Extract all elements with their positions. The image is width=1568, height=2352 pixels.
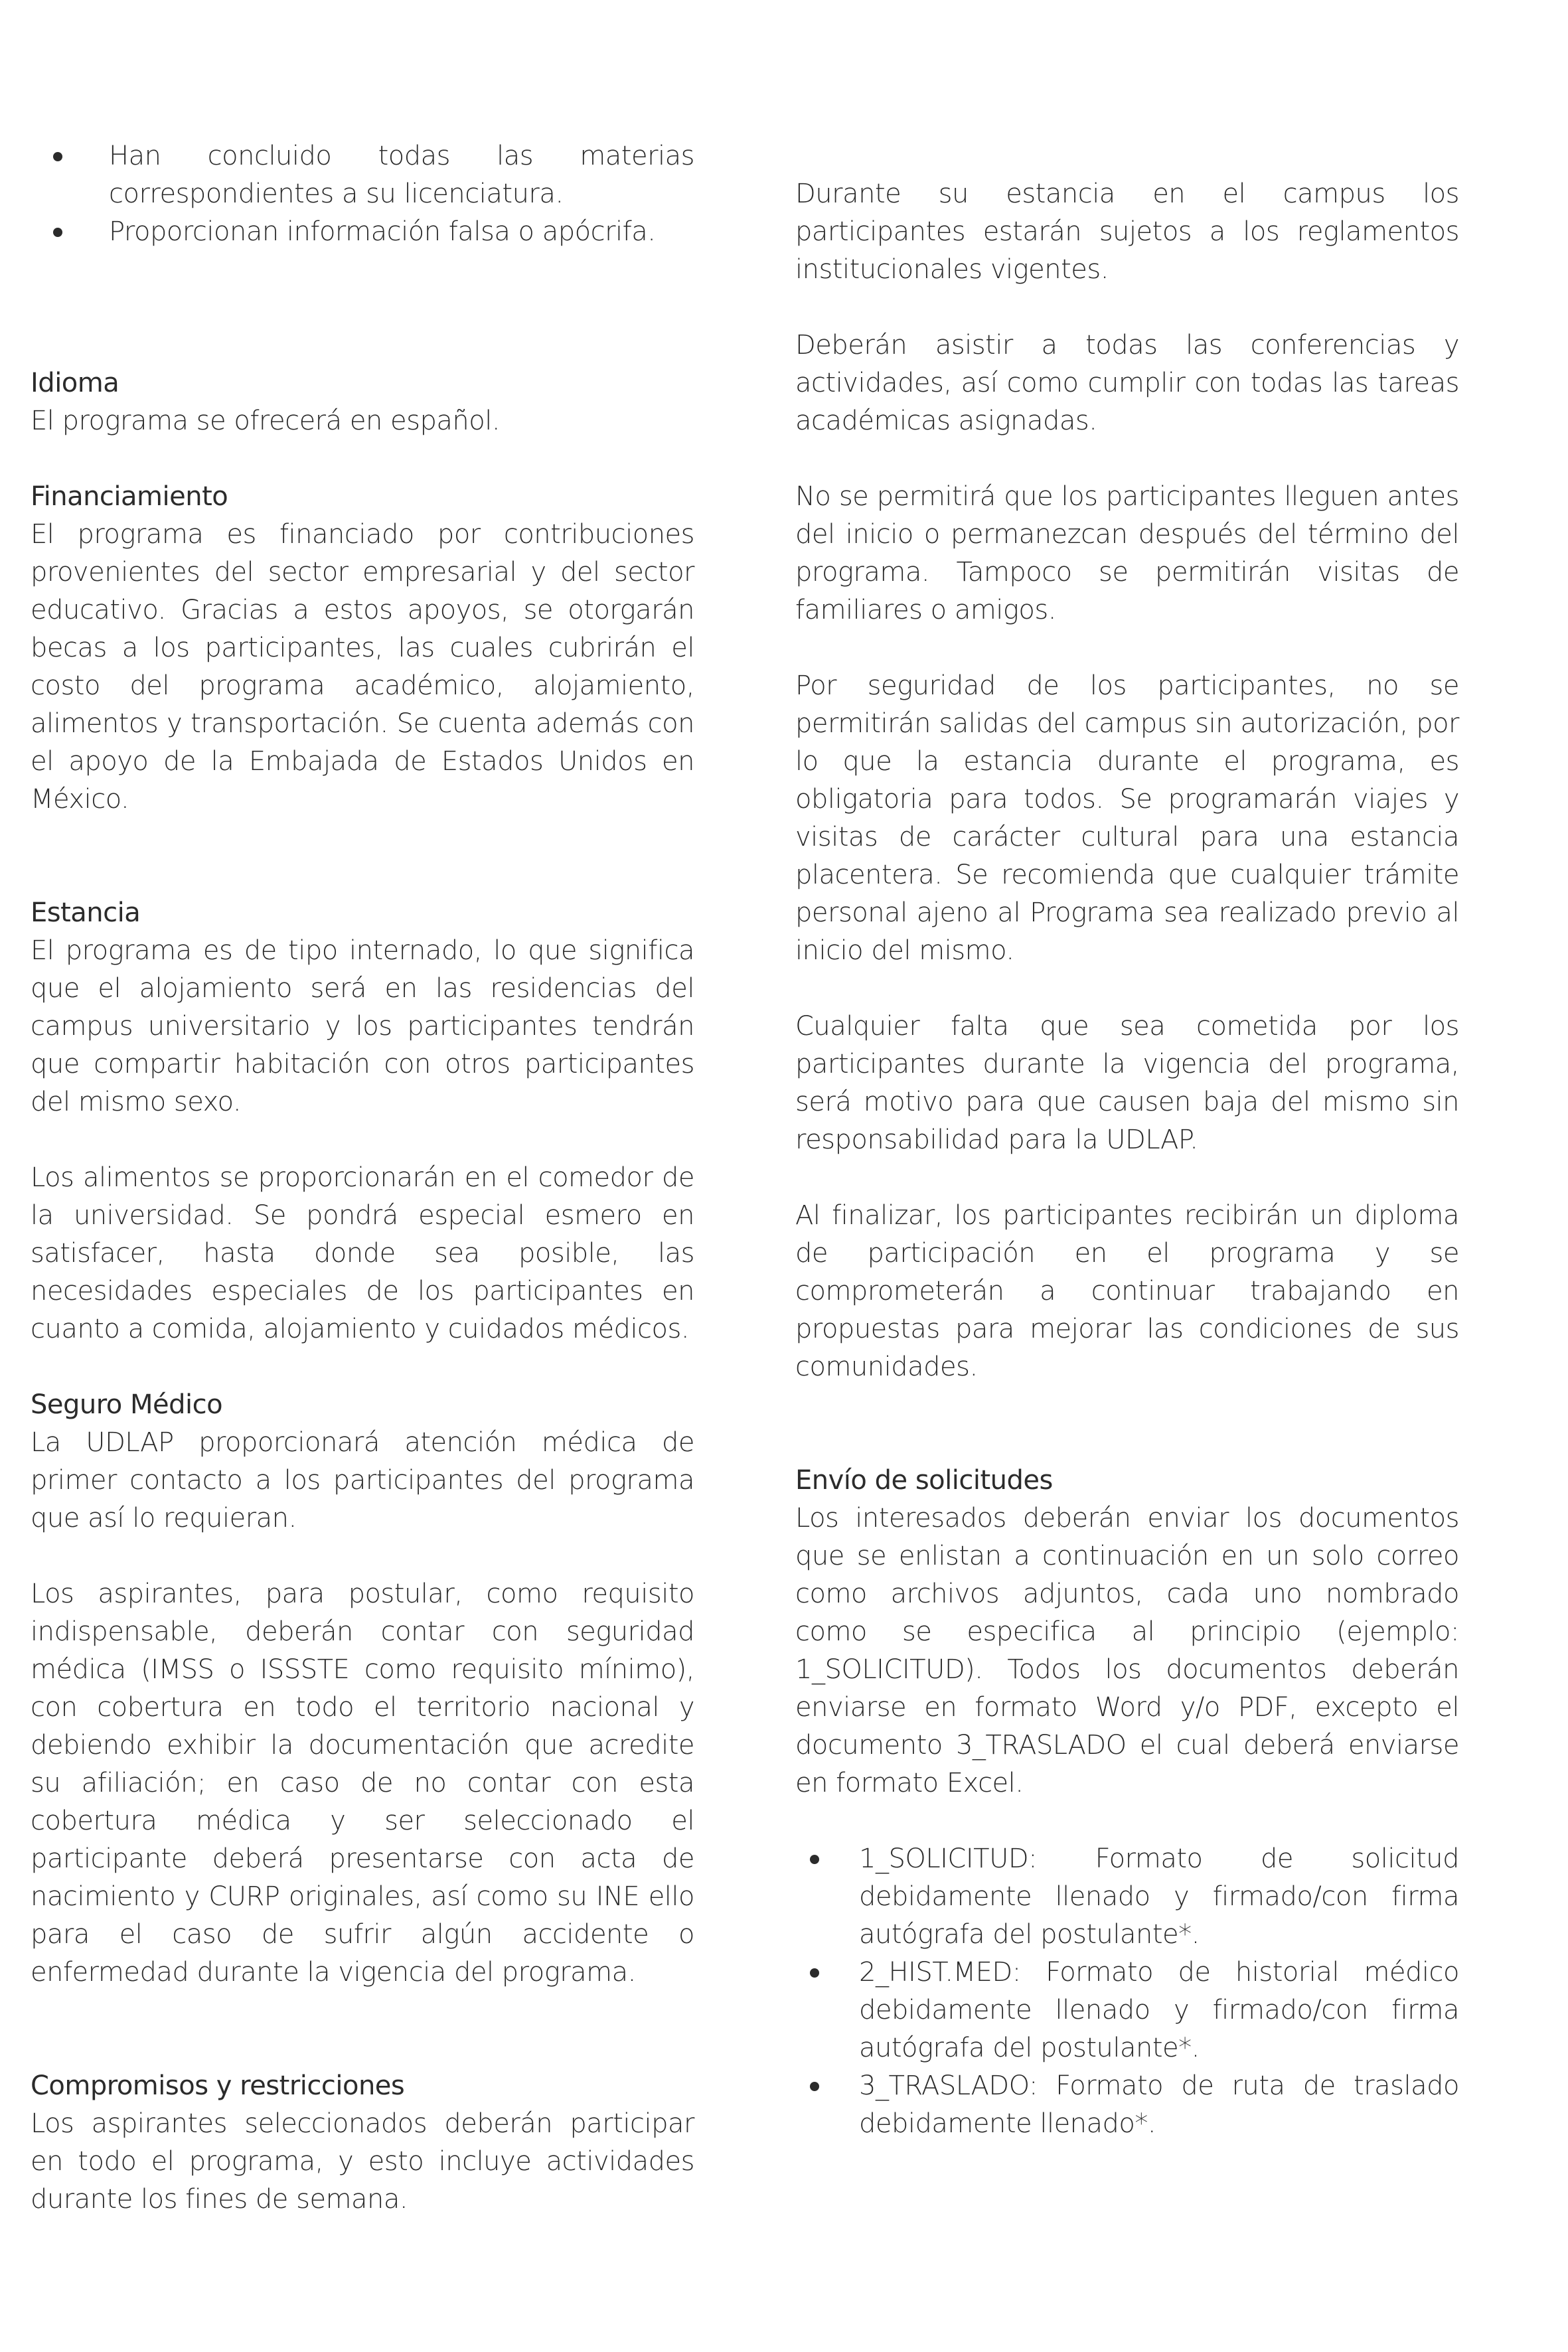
paragraph-financiamiento: El programa es financiado por contribuciones provenientes del sector empresarial y del sector educativo. Gracias a estos apoyos, se otorgarán becas a los participantes, las cuales cubrirán el costo del programa académico, alojamiento, alimentos y transportación. Se cuenta además con el apoyo de la Embajada de Estados Unidos en México. [31, 519, 694, 815]
section-heading-compromisos: Compromisos y restricciones [31, 2071, 405, 2101]
section-heading-seguro-medico: Seguro Médico [31, 1389, 223, 1420]
list-item-text: 1_SOLICITUD: Formato de solicitud debidamente llenado y firmado/con firma autógrafa del postulante*. [859, 1843, 1459, 1950]
list-item [31, 213, 694, 251]
bullet-icon [810, 1855, 819, 1864]
bullet-icon [53, 228, 62, 237]
paragraph-estancia-1: El programa es de tipo internado, lo que significa que el alojamiento será en las residencias del campus universitario y los participantes tendrán que compartir habitación con otros participantes del mismo sexo. [31, 935, 694, 1117]
paragraph-reglamentos: Durante su estancia en el campus los participantes estarán sujetos a los reglamentos institucionales vigentes. [795, 179, 1459, 285]
intro-bullet-list [31, 137, 694, 251]
right-column [795, 175, 1459, 2143]
paragraph-seguro-1: La UDLAP proporcionará atención médica de primer contacto a los participantes del programa que así lo requieran. [31, 1427, 694, 1533]
paragraph-seguridad: Por seguridad de los participantes, no se permitirán salidas del campus sin autorización, por lo que la estancia durante el programa, es obligatoria para todos. Se programarán viajes y visitas de carácter cultural para una estancia placentera. Se recomienda que cualquier trámite personal ajeno al Programa sea realizado previo al inicio del mismo. [795, 670, 1459, 966]
paragraph-estancia-2: Los alimentos se proporcionarán en el comedor de la universidad. Se pondrá especial esmero en satisfacer, hasta donde sea posible, las necesidades especiales de los participantes en cuanto a comida, alojamiento y cuidados médicos. [31, 1162, 694, 1344]
paragraph-asistencia: Deberán asistir a todas las conferencias y actividades, así como cumplir con todas las tareas académicas asignadas. [795, 330, 1459, 436]
list-item [31, 137, 694, 213]
bullet-icon [810, 2082, 819, 2091]
list-item [795, 1954, 1459, 2067]
section-heading-idioma: Idioma [31, 368, 119, 398]
paragraph-envio: Los interesados deberán enviar los documentos que se enlistan a continuación en un solo correo como archivos adjuntos, cada uno nombrado como se especifica al principio (ejemplo: 1_SOLICITUD). Todos los documentos deberán enviarse en formato Word y/o PDF, excepto el documento 3_TRASLADO el cual deberá enviarse en formato Excel. [795, 1503, 1459, 1798]
left-column [31, 137, 694, 2219]
documents-bullet-list [795, 1840, 1459, 2143]
bullet-icon [53, 152, 62, 161]
list-item-text: Han concluido todas las materias correspondientes a su licenciatura. [109, 141, 694, 209]
list-item-text: Proporcionan información falsa o apócrifa. [109, 216, 656, 247]
paragraph-faltas: Cualquier falta que sea cometida por los participantes durante la vigencia del programa, será motivo para que causen baja del mismo sin responsabilidad para la UDLAP. [795, 1011, 1459, 1155]
paragraph-permanencia: No se permitirá que los participantes lleguen antes del inicio o permanezcan después del término del programa. Tampoco se permitirán visitas de familiares o amigos. [795, 481, 1459, 625]
list-item [795, 2067, 1459, 2143]
paragraph-idioma: El programa se ofrecerá en español. [31, 406, 501, 436]
list-item-text: 3_TRASLADO: Formato de ruta de traslado debidamente llenado*. [859, 2071, 1459, 2139]
section-heading-financiamiento: Financiamiento [31, 481, 228, 512]
section-heading-envio: Envío de solicitudes [795, 1465, 1053, 1496]
bullet-icon [810, 1968, 819, 1978]
paragraph-diploma: Al finalizar, los participantes recibirán un diploma de participación en el programa y se comprometerán a continuar trabajando en propuestas para mejorar las condiciones de sus comunidades. [795, 1200, 1459, 1382]
paragraph-compromisos: Los aspirantes seleccionados deberán participar en todo el programa, y esto incluye actividades durante los fines de semana. [31, 2108, 694, 2215]
list-item [795, 1840, 1459, 1954]
list-item-text: 2_HIST.MED: Formato de historial médico debidamente llenado y firmado/con firma autógrafa del postulante*. [859, 1957, 1459, 2063]
section-heading-estancia: Estancia [31, 898, 141, 928]
paragraph-seguro-2: Los aspirantes, para postular, como requisito indispensable, deberán contar con seguridad médica (IMSS o ISSSTE como requisito mínimo), con cobertura en todo el territorio nacional y debiendo exhibir la documentación que acredite su afiliación; en caso de no contar con esta cobertura médica y ser seleccionado el participante deberá presentarse con acta de nacimiento y CURP originales, así como su INE ello para el caso de sufrir algún accidente o enfermedad durante la vigencia del programa. [31, 1579, 694, 1988]
